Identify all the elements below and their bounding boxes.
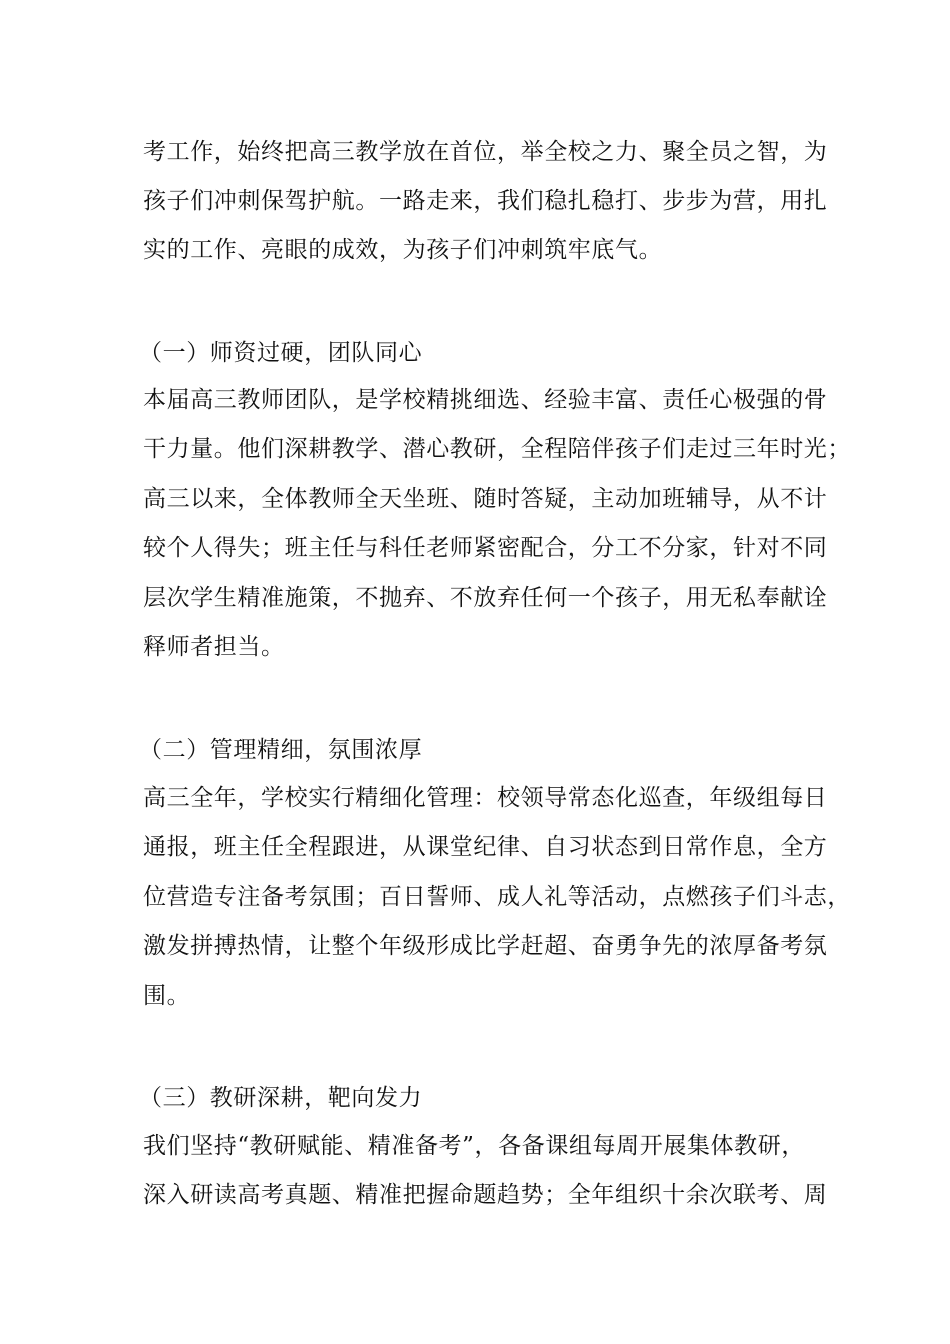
section-2-heading: （二）管理精细，氛围浓厚: [139, 737, 423, 763]
intro-line-3: 实的工作、亮眼的成效，为孩子们冲刺筑牢底气。: [143, 237, 663, 263]
intro-line-1: 考工作，始终把高三教学放在首位，举全校之力、聚全员之智，为: [143, 139, 828, 165]
section-1-line-6: 释师者担当。: [143, 634, 285, 660]
section-1-line-5: 层次学生精准施策，不抛弃、不放弃任何一个孩子，用无私奉献诠: [143, 585, 828, 611]
section-1-line-2: 干力量。他们深耕教学、潜心教研，全程陪伴孩子们走过三年时光；: [143, 436, 851, 462]
section-2-line-1: 高三全年，学校实行精细化管理：校领导常态化巡查，年级组每日: [143, 785, 828, 811]
section-2-line-3: 位营造专注备考氛围；百日誓师、成人礼等活动，点燃孩子们斗志，: [143, 884, 851, 910]
section-2-line-4: 激发拼搏热情，让整个年级形成比学赶超、奋勇争先的浓厚备考氛: [143, 933, 828, 959]
section-3-heading: （三）教研深耕，靶向发力: [139, 1085, 423, 1111]
intro-line-2: 孩子们冲刺保驾护航。一路走来，我们稳扎稳打、步步为营，用扎: [143, 188, 828, 214]
section-1-line-4: 较个人得失；班主任与科任老师紧密配合，分工不分家，针对不同: [143, 535, 828, 561]
section-1-heading: （一）师资过硬，团队同心: [139, 340, 423, 366]
section-3-line-2: 深入研读高考真题、精准把握命题趋势；全年组织十余次联考、周: [143, 1182, 828, 1208]
section-2-line-5: 围。: [143, 983, 191, 1009]
section-1-line-3: 高三以来，全体教师全天坐班、随时答疑，主动加班辅导，从不计: [143, 486, 828, 512]
section-2-line-2: 通报，班主任全程跟进，从课堂纪律、自习状态到日常作息，全方: [143, 834, 828, 860]
section-3-line-1: 我们坚持“教研赋能、精准备考”，各备课组每周开展集体教研，: [143, 1133, 805, 1159]
section-1-line-1: 本届高三教师团队，是学校精挑细选、经验丰富、责任心极强的骨: [143, 387, 828, 413]
